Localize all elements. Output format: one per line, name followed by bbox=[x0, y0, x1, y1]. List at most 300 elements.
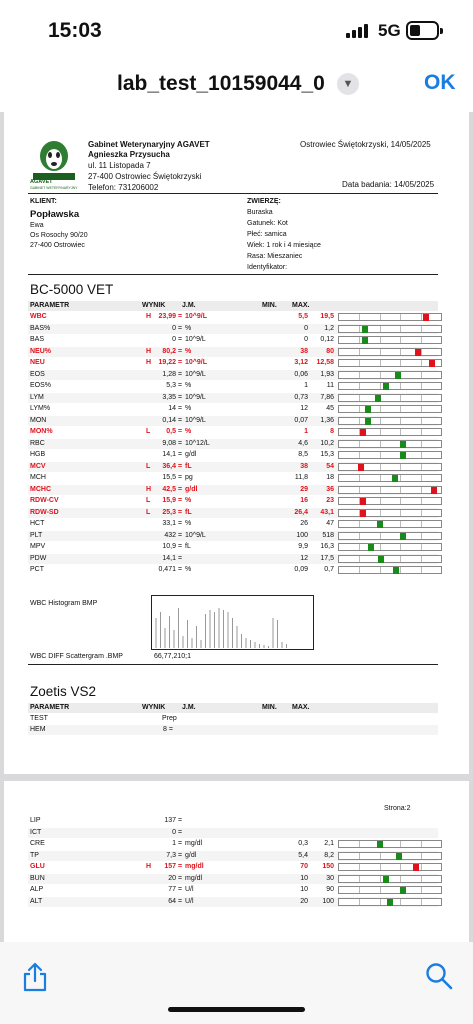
row-min: 0,09 bbox=[294, 566, 308, 573]
scattergram-value: 66,77,210;1 bbox=[154, 653, 191, 660]
client-name: Ewa bbox=[30, 222, 44, 229]
row-max: 150 bbox=[322, 863, 334, 870]
row-min: 1 bbox=[304, 382, 308, 389]
row-param: BAS% bbox=[30, 324, 51, 332]
table-row bbox=[28, 874, 438, 884]
table-row bbox=[28, 839, 438, 849]
clinic-owner: Agnieszka Przysucha bbox=[88, 150, 170, 159]
row-flag: L bbox=[146, 428, 151, 435]
range-marker bbox=[383, 876, 389, 883]
range-bar bbox=[338, 875, 442, 883]
animal-breed: Rasa: Mieszaniec bbox=[247, 253, 303, 260]
range-bar bbox=[338, 543, 442, 551]
range-marker bbox=[400, 441, 406, 448]
row-value: 80,2 bbox=[162, 347, 176, 355]
row-max: 36 bbox=[326, 485, 334, 493]
row-param: MCH bbox=[30, 474, 46, 481]
row-max: 12,58 bbox=[316, 359, 334, 366]
row-value: 10,9 bbox=[162, 543, 176, 550]
scattergram-label: WBC DIFF Scattergram .BMP bbox=[30, 653, 123, 660]
row-value: 36,4 bbox=[162, 462, 176, 470]
row-min: 10 bbox=[300, 886, 308, 893]
row-value: 23,99 bbox=[158, 313, 176, 320]
table-row bbox=[28, 542, 438, 552]
share-icon[interactable] bbox=[22, 962, 48, 992]
table-row bbox=[28, 450, 438, 460]
row-param: PCT bbox=[30, 566, 44, 573]
row-param: ALT bbox=[30, 897, 43, 905]
row-min: 16 bbox=[300, 497, 308, 504]
range-marker bbox=[360, 429, 366, 436]
clinic-city: 27-400 Ostrowiec Świętokrzyski bbox=[88, 172, 202, 181]
row-flag: H bbox=[146, 313, 152, 320]
row-param: NEU bbox=[30, 359, 45, 366]
row-min: 9,9 bbox=[298, 543, 308, 550]
row-unit: 10^9/L bbox=[185, 416, 206, 424]
row-value: 0,14 bbox=[162, 416, 176, 424]
range-marker bbox=[387, 899, 393, 906]
row-unit: % bbox=[185, 382, 192, 389]
row-param: WBC bbox=[30, 313, 47, 320]
row-value: 0,5 bbox=[166, 428, 176, 435]
row-value: 3,35 bbox=[162, 393, 176, 401]
col-unit: J.M. bbox=[182, 302, 196, 309]
row-max: 47 bbox=[326, 520, 334, 527]
range-bar bbox=[338, 840, 442, 848]
table-row bbox=[28, 485, 438, 495]
equals-sign: = bbox=[178, 886, 183, 893]
equals-sign: = bbox=[178, 370, 183, 378]
wbc-histogram bbox=[151, 595, 314, 650]
client-surname: Popławska bbox=[30, 209, 80, 220]
equals-sign: = bbox=[178, 851, 183, 859]
row-param: TEST bbox=[30, 715, 48, 722]
row-unit: % bbox=[185, 405, 192, 412]
row-unit: 10^9/L bbox=[185, 359, 207, 366]
equals-sign: = bbox=[178, 405, 183, 412]
range-bar bbox=[338, 886, 442, 894]
animal-species: Gatunek: Kot bbox=[247, 220, 288, 227]
row-min: 12 bbox=[300, 554, 308, 562]
row-param: RBC bbox=[30, 439, 45, 447]
range-bar bbox=[338, 382, 442, 390]
table-row bbox=[28, 496, 438, 506]
equals-sign: = bbox=[178, 508, 183, 516]
row-param: BAS bbox=[30, 336, 45, 343]
table-row bbox=[28, 370, 438, 380]
table-row bbox=[28, 885, 438, 895]
range-bar bbox=[338, 532, 442, 540]
row-unit: g/dl bbox=[185, 851, 197, 859]
home-indicator bbox=[168, 1007, 305, 1012]
row-flag: H bbox=[146, 347, 152, 355]
row-max: 2,1 bbox=[324, 840, 334, 847]
row-max: 54 bbox=[326, 462, 334, 470]
range-bar bbox=[338, 509, 442, 517]
range-marker bbox=[383, 383, 389, 390]
row-min: 1 bbox=[304, 428, 308, 435]
page-number: Strona:2 bbox=[384, 805, 411, 812]
range-marker bbox=[395, 372, 401, 379]
row-value: 5,3 bbox=[166, 382, 176, 389]
range-bar bbox=[338, 520, 442, 528]
client-street: Os Rosochy 90/20 bbox=[30, 232, 88, 239]
equals-sign: = bbox=[178, 439, 183, 447]
row-unit: U/l bbox=[185, 886, 194, 893]
row-unit: 10^12/L bbox=[185, 439, 210, 447]
row-param: RDW-CV bbox=[30, 497, 59, 504]
range-marker bbox=[400, 887, 406, 894]
table-row bbox=[28, 439, 438, 449]
divider bbox=[28, 664, 438, 665]
histogram-label: WBC Histogram BMP bbox=[30, 600, 98, 607]
row-min: 38 bbox=[300, 347, 308, 355]
range-marker bbox=[362, 326, 368, 333]
row-value: 9,08 bbox=[162, 439, 176, 447]
done-button[interactable]: OK bbox=[424, 71, 456, 94]
range-bar bbox=[338, 852, 442, 860]
table-row bbox=[28, 335, 438, 345]
range-bar bbox=[338, 863, 442, 871]
row-flag: H bbox=[146, 485, 152, 493]
chevron-down-icon[interactable]: ▼ bbox=[337, 73, 359, 95]
table-header bbox=[28, 301, 438, 311]
row-max: 518 bbox=[322, 531, 334, 539]
row-max: 18 bbox=[326, 474, 334, 481]
equals-sign: = bbox=[178, 451, 183, 458]
row-value: 7,3 bbox=[166, 851, 176, 859]
range-marker bbox=[392, 475, 398, 482]
equals-sign: = bbox=[178, 474, 183, 481]
range-bar bbox=[338, 497, 442, 505]
table-row bbox=[28, 508, 438, 518]
row-param: EOS% bbox=[30, 382, 52, 389]
range-marker bbox=[360, 510, 366, 517]
equals-sign: = bbox=[178, 393, 183, 401]
row-unit: % bbox=[185, 347, 192, 355]
row-flag: H bbox=[146, 863, 152, 870]
range-marker bbox=[362, 337, 368, 344]
row-max: 43,1 bbox=[320, 508, 334, 516]
col-max: MAX. bbox=[292, 302, 310, 309]
range-marker bbox=[431, 487, 437, 494]
row-param: TP bbox=[30, 851, 39, 859]
row-value: 19,22 bbox=[158, 359, 176, 366]
logo-text: AGAVET bbox=[30, 179, 53, 185]
range-bar bbox=[338, 394, 442, 402]
range-marker bbox=[396, 853, 402, 860]
row-max: 100 bbox=[322, 897, 334, 905]
row-max: 1,2 bbox=[324, 324, 334, 332]
row-param: LIP bbox=[30, 817, 41, 824]
document-viewer[interactable] bbox=[0, 112, 473, 942]
range-marker bbox=[377, 841, 383, 848]
row-param: ALP bbox=[30, 886, 44, 893]
row-flag: L bbox=[146, 508, 151, 516]
row-value: 20 bbox=[168, 874, 176, 882]
row-unit: mg/dl bbox=[185, 874, 203, 882]
row-max: 8 bbox=[330, 428, 334, 435]
row-max: 0,7 bbox=[324, 566, 334, 573]
study-date: Data badania: 14/05/2025 bbox=[342, 180, 435, 189]
equals-sign: = bbox=[178, 416, 183, 424]
equals-sign: = bbox=[178, 566, 183, 573]
range-bar bbox=[338, 566, 442, 574]
row-min: 0 bbox=[304, 324, 308, 332]
clinic-name: Gabinet Weterynaryjny AGAVET bbox=[88, 140, 210, 149]
row-min: 20 bbox=[300, 897, 308, 905]
equals-sign: = bbox=[178, 828, 183, 836]
row-param: HEM bbox=[30, 726, 46, 733]
document-title[interactable]: lab_test_10159044_0 bbox=[117, 72, 325, 95]
row-min: 8,5 bbox=[298, 451, 308, 458]
row-max: 23 bbox=[326, 497, 334, 504]
row-unit: % bbox=[185, 520, 192, 527]
row-max: 45 bbox=[326, 405, 334, 412]
logo-subtext: GABINET WETERYNARYJNY bbox=[30, 186, 78, 190]
row-param: MPV bbox=[30, 543, 46, 550]
report-page-2 bbox=[4, 781, 469, 942]
row-unit: % bbox=[185, 566, 192, 573]
equals-sign: = bbox=[178, 462, 183, 470]
row-min: 0 bbox=[304, 336, 308, 343]
range-marker bbox=[429, 360, 435, 367]
range-bar bbox=[338, 463, 442, 471]
row-unit: 10^9/L bbox=[185, 531, 206, 539]
row-min: 0,3 bbox=[298, 840, 308, 847]
search-icon[interactable] bbox=[425, 962, 453, 990]
clinic-phone: Telefon: 731206002 bbox=[88, 183, 159, 192]
table-row bbox=[28, 473, 438, 483]
row-value: 15,5 bbox=[162, 474, 176, 481]
range-bar bbox=[338, 474, 442, 482]
col-min: MIN. bbox=[262, 302, 277, 309]
navigation-bar bbox=[0, 62, 473, 112]
range-marker bbox=[377, 521, 383, 528]
range-bar bbox=[338, 325, 442, 333]
row-value: 0 bbox=[172, 324, 176, 332]
row-param: MCHC bbox=[30, 485, 51, 493]
range-bar bbox=[338, 428, 442, 436]
animal-age: Wiek: 1 rok i 4 miesiące bbox=[247, 242, 321, 249]
row-value: 33,1 bbox=[162, 520, 176, 527]
equals-sign: = bbox=[178, 554, 183, 562]
divider bbox=[28, 274, 438, 275]
row-max: 90 bbox=[326, 886, 334, 893]
row-value: 0 bbox=[172, 828, 176, 836]
range-bar bbox=[338, 417, 442, 425]
table-row bbox=[28, 725, 438, 735]
row-min: 26 bbox=[300, 520, 308, 527]
range-marker bbox=[413, 864, 419, 871]
table-row bbox=[28, 897, 438, 907]
status-bar bbox=[0, 0, 473, 62]
range-bar bbox=[338, 359, 442, 367]
equals-sign: = bbox=[178, 840, 183, 847]
equals-sign: = bbox=[178, 485, 183, 493]
row-param: LYM bbox=[30, 393, 44, 401]
row-max: 15,3 bbox=[320, 451, 334, 458]
col-result: WYNIK bbox=[142, 302, 166, 309]
row-unit: mg/dl bbox=[185, 840, 203, 847]
table-header bbox=[28, 703, 438, 713]
row-param: BUN bbox=[30, 874, 45, 882]
row-flag: L bbox=[146, 462, 151, 470]
row-flag: L bbox=[146, 497, 151, 504]
table-row bbox=[28, 404, 438, 414]
row-param: MON% bbox=[30, 428, 53, 435]
row-min: 38 bbox=[300, 462, 308, 470]
row-unit: U/l bbox=[185, 897, 194, 905]
animal-name: Buraska bbox=[247, 209, 273, 216]
row-unit: 10^9/L bbox=[185, 313, 207, 320]
row-unit: pg bbox=[185, 474, 193, 481]
row-unit: 10^9/L bbox=[185, 393, 206, 401]
row-max: 16,3 bbox=[320, 543, 334, 550]
row-param: HGB bbox=[30, 451, 46, 458]
row-min: 5,5 bbox=[298, 313, 308, 320]
row-value: Prep bbox=[162, 715, 177, 722]
row-max: 17,5 bbox=[320, 554, 334, 562]
range-marker bbox=[365, 406, 371, 413]
battery-icon bbox=[406, 21, 439, 40]
equals-sign: = bbox=[178, 313, 183, 320]
table-row bbox=[28, 324, 438, 334]
table-row bbox=[28, 416, 438, 426]
row-min: 10 bbox=[300, 874, 308, 882]
equals-sign: = bbox=[178, 863, 183, 870]
row-value: 42,5 bbox=[162, 485, 176, 493]
row-flag: H bbox=[146, 359, 152, 366]
row-unit: % bbox=[185, 428, 192, 435]
equals-sign: = bbox=[178, 428, 183, 435]
equals-sign: = bbox=[178, 382, 183, 389]
range-bar bbox=[338, 348, 442, 356]
equals-sign: = bbox=[178, 324, 183, 332]
row-value: 14 bbox=[168, 405, 176, 412]
row-value: 14,1 bbox=[162, 554, 176, 562]
row-param: PLT bbox=[30, 531, 43, 539]
row-max: 7,86 bbox=[320, 393, 334, 401]
range-marker bbox=[360, 498, 366, 505]
row-param: GLU bbox=[30, 863, 45, 870]
row-min: 0,06 bbox=[294, 370, 308, 378]
row-max: 30 bbox=[326, 874, 334, 882]
table-row bbox=[28, 851, 438, 861]
range-marker bbox=[365, 418, 371, 425]
row-min: 29 bbox=[300, 485, 308, 493]
row-min: 100 bbox=[296, 531, 308, 539]
range-marker bbox=[393, 567, 399, 574]
row-min: 26,4 bbox=[294, 508, 308, 516]
equals-sign: = bbox=[178, 347, 183, 355]
row-value: 77 bbox=[168, 886, 176, 893]
range-bar bbox=[338, 440, 442, 448]
col-result: WYNIK bbox=[142, 704, 166, 711]
table-row bbox=[28, 862, 438, 872]
table-row bbox=[28, 347, 438, 357]
animal-id: Identyfikator: bbox=[247, 264, 288, 271]
row-max: 1,93 bbox=[320, 370, 334, 378]
equals-sign: = bbox=[178, 336, 183, 343]
row-param: NEU% bbox=[30, 347, 52, 355]
row-min: 0,07 bbox=[294, 416, 308, 424]
table-row bbox=[28, 565, 438, 575]
table-row bbox=[28, 554, 438, 564]
equals-sign: = bbox=[178, 520, 183, 527]
row-param: EOS bbox=[30, 370, 45, 378]
row-max: 19,5 bbox=[320, 313, 334, 320]
row-unit: fL bbox=[185, 462, 192, 470]
table-row bbox=[28, 828, 438, 838]
table-row bbox=[28, 393, 438, 403]
range-marker bbox=[368, 544, 374, 551]
animal-sex: Płeć: samica bbox=[247, 231, 287, 238]
row-unit: fL bbox=[185, 543, 191, 550]
cellular-signal-icon bbox=[346, 24, 370, 38]
row-value: 1,28 bbox=[162, 370, 176, 378]
range-marker bbox=[358, 464, 364, 471]
table-row bbox=[28, 427, 438, 437]
row-max: 10,2 bbox=[320, 439, 334, 447]
col-param: PARAMETR bbox=[30, 302, 70, 309]
range-bar bbox=[338, 898, 442, 906]
row-max: 80 bbox=[326, 347, 334, 355]
row-param: MON bbox=[30, 416, 47, 424]
row-max: 0,12 bbox=[320, 336, 334, 343]
equals-sign: = bbox=[178, 543, 183, 550]
section-title: BC-5000 VET bbox=[30, 282, 114, 297]
range-marker bbox=[415, 349, 421, 356]
equals-sign: = bbox=[178, 497, 183, 504]
row-min: 12 bbox=[300, 405, 308, 412]
row-min: 0,73 bbox=[294, 393, 308, 401]
table-row bbox=[28, 531, 438, 541]
client-city: 27-400 Ostrowiec bbox=[30, 242, 85, 249]
row-value: 0 bbox=[172, 336, 176, 343]
equals-sign: = bbox=[178, 531, 183, 539]
row-unit: 10^9/L bbox=[185, 336, 206, 343]
row-value: 14,1 bbox=[162, 451, 176, 458]
row-max: 1,36 bbox=[320, 416, 334, 424]
row-value: 8 = bbox=[163, 726, 173, 733]
col-unit: J.M. bbox=[182, 704, 196, 711]
place-date: Ostrowiec Świętokrzyski, 14/05/2025 bbox=[300, 140, 431, 149]
col-param: PARAMETR bbox=[30, 704, 70, 711]
row-min: 5,4 bbox=[298, 851, 308, 859]
equals-sign: = bbox=[178, 874, 183, 882]
col-max: MAX. bbox=[292, 704, 310, 711]
row-unit: g/dl bbox=[185, 451, 197, 458]
row-param: ICT bbox=[30, 828, 42, 836]
range-marker bbox=[400, 533, 406, 540]
row-value: 15,9 bbox=[162, 497, 176, 504]
row-min: 70 bbox=[300, 863, 308, 870]
table-row bbox=[28, 312, 438, 322]
row-param: CRE bbox=[30, 840, 45, 847]
table-row bbox=[28, 519, 438, 529]
row-value: 25,3 bbox=[162, 508, 176, 516]
range-marker bbox=[375, 395, 381, 402]
client-heading: KLIENT: bbox=[30, 198, 57, 205]
row-max: 11 bbox=[326, 382, 334, 389]
range-marker bbox=[400, 452, 406, 459]
range-bar bbox=[338, 555, 442, 563]
clinic-address: ul. 11 Listopada 7 bbox=[88, 161, 151, 170]
row-unit: g/dl bbox=[185, 485, 198, 493]
row-value: 0,471 bbox=[158, 566, 176, 573]
table-row bbox=[28, 358, 438, 368]
